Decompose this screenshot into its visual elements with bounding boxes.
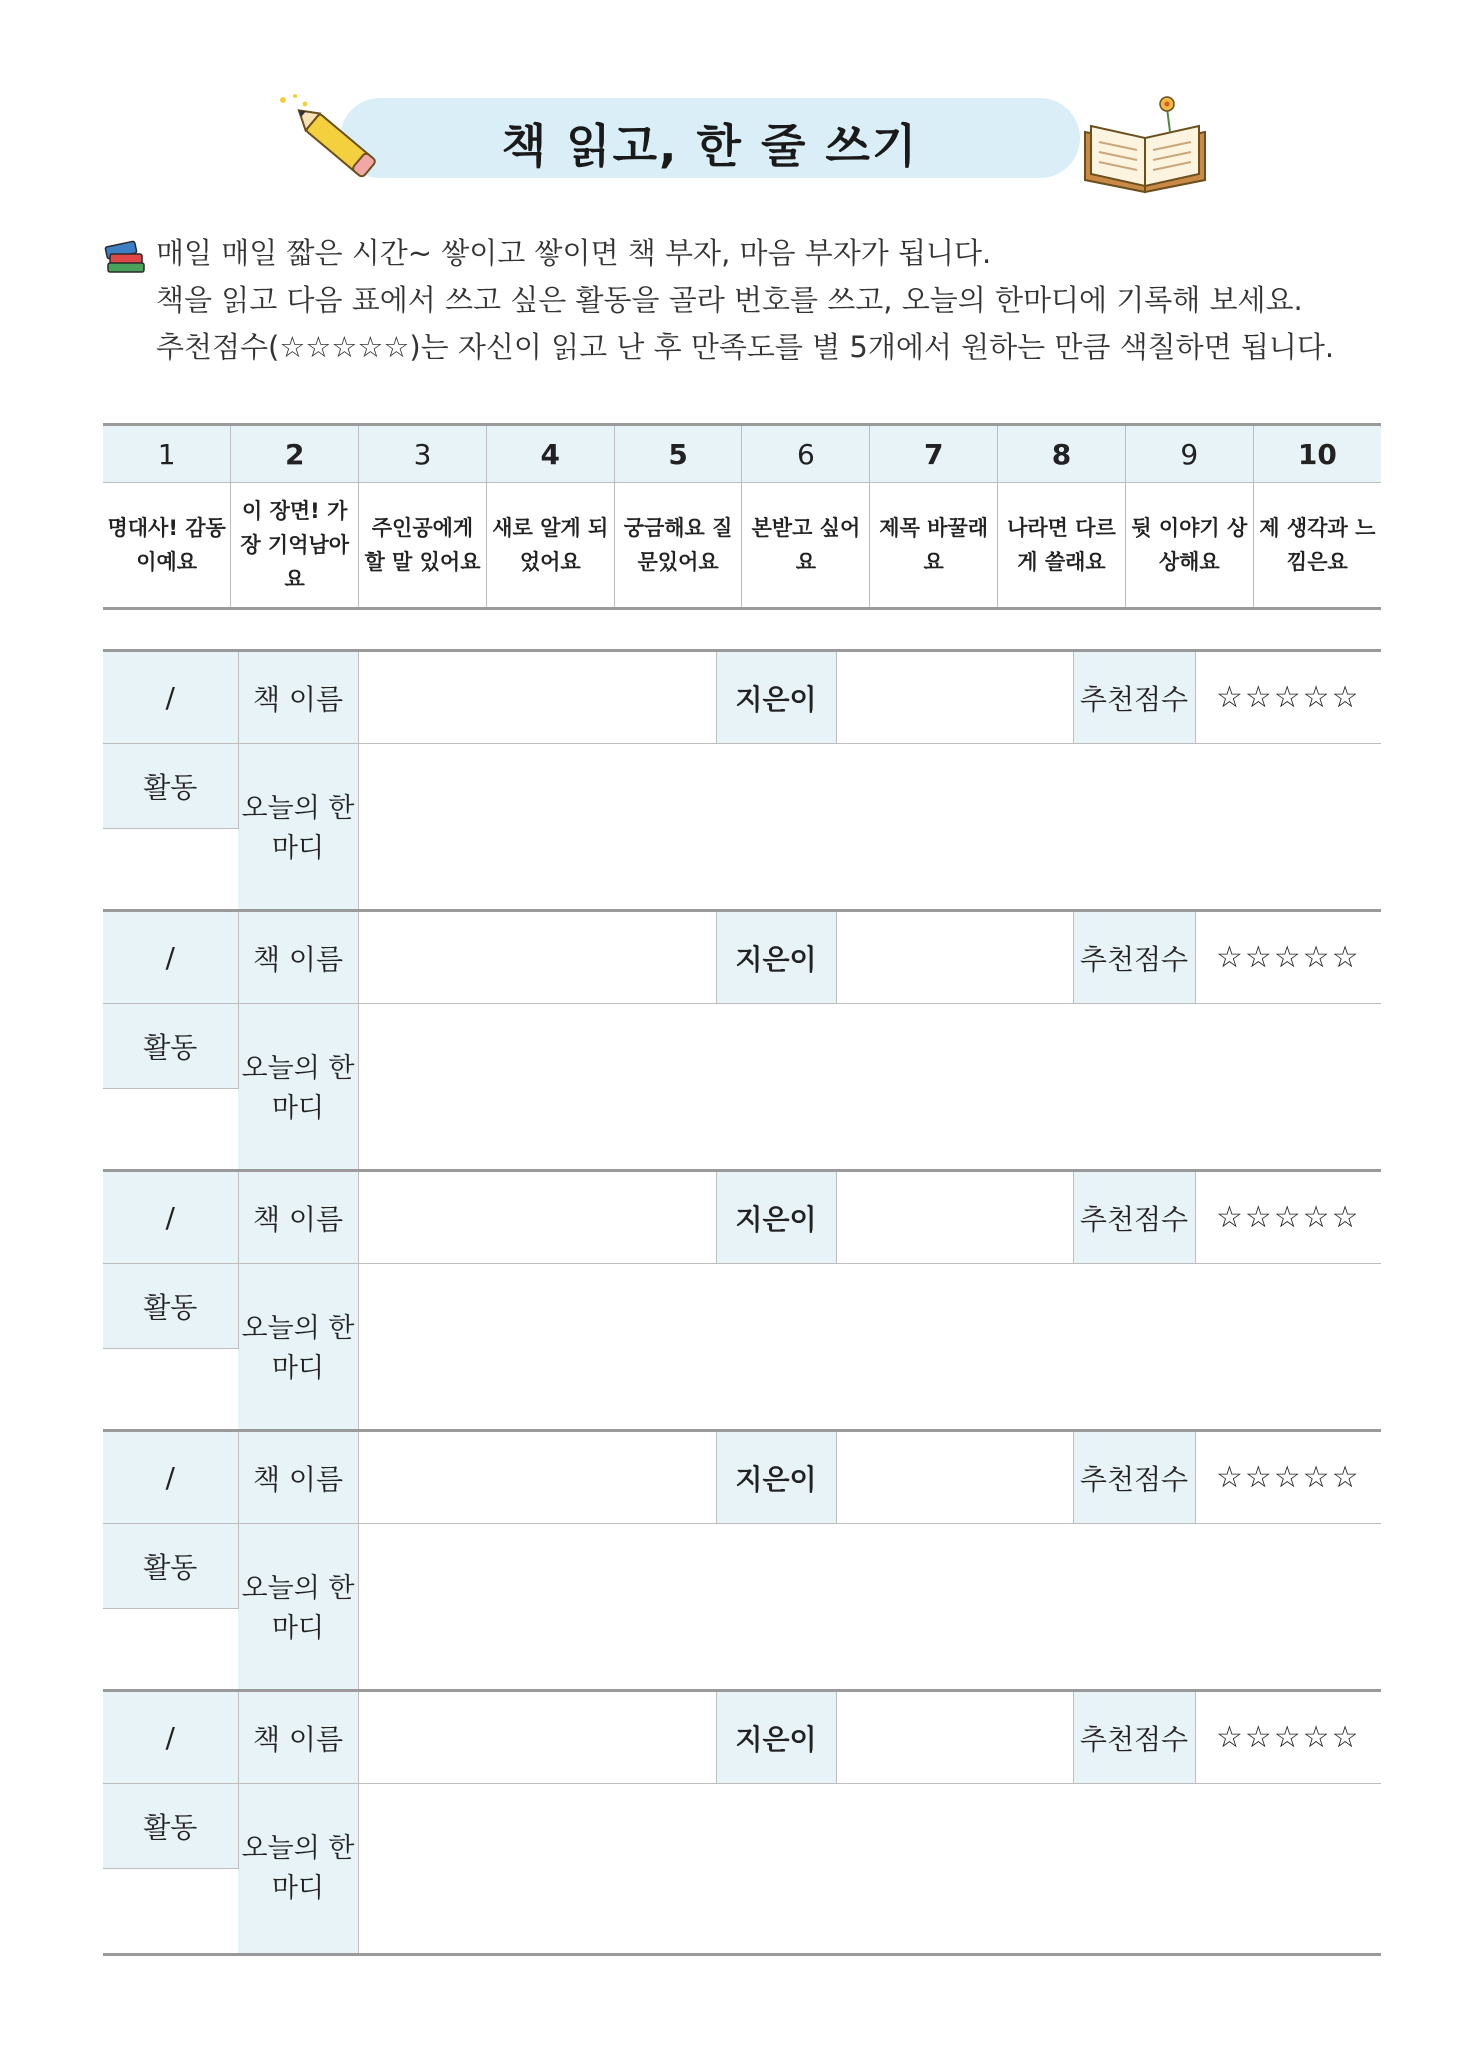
activity-number: 7: [870, 425, 998, 483]
book-name-field[interactable]: [358, 1171, 716, 1264]
author-label: 지은이: [716, 1691, 836, 1784]
reading-log-entry: [103, 1169, 1381, 1433]
activity-number-field[interactable]: [103, 1349, 238, 1434]
activity-label: 본받고 싶어요: [742, 483, 870, 609]
book-name-field[interactable]: [358, 911, 716, 1004]
author-label: 지은이: [716, 651, 836, 744]
reading-log-entry: [103, 909, 1381, 1173]
score-label: 추천점수: [1073, 1171, 1195, 1264]
author-field[interactable]: [836, 911, 1073, 1004]
book-name-field[interactable]: [358, 1431, 716, 1524]
activity-label: 활동: [103, 1524, 238, 1609]
reading-log-entry: [103, 1429, 1381, 1693]
star-rating[interactable]: ☆☆☆☆☆: [1195, 1431, 1381, 1524]
page-title: 책 읽고, 한 줄 쓰기: [501, 119, 919, 173]
book-name-label: 책 이름: [238, 1431, 358, 1524]
today-comment-label: 오늘의 한마디: [238, 1524, 358, 1694]
activity-label: 활동: [103, 1264, 238, 1349]
intro-line-3: 추천점수(☆☆☆☆☆)는 자신이 읽고 난 후 만족도를 별 5개에서 원하는 만큼 색칠하면 됩니다.: [156, 330, 1335, 364]
today-comment-field[interactable]: [358, 1784, 1381, 1955]
date-field[interactable]: /: [103, 651, 238, 744]
book-name-label: 책 이름: [238, 1171, 358, 1264]
author-field[interactable]: [836, 1171, 1073, 1264]
activity-label: 궁금해요 질문있어요: [614, 483, 742, 609]
author-field[interactable]: [836, 651, 1073, 744]
today-comment-field[interactable]: [358, 1524, 1381, 1694]
open-book-icon: [1075, 92, 1215, 202]
reading-log-entry: [103, 1689, 1381, 1956]
date-field[interactable]: /: [103, 1431, 238, 1524]
activity-number-field[interactable]: [103, 1089, 238, 1174]
activity-label: 새로 알게 되었어요: [486, 483, 614, 609]
title-banner: [270, 92, 1140, 184]
activity-number: 1: [103, 425, 231, 483]
star-rating[interactable]: ☆☆☆☆☆: [1195, 1171, 1381, 1264]
activity-label: 이 장면! 가장 기억남아요: [231, 483, 359, 609]
date-field[interactable]: /: [103, 1691, 238, 1784]
today-comment-label: 오늘의 한마디: [238, 744, 358, 914]
date-field[interactable]: /: [103, 911, 238, 1004]
activity-label: 활동: [103, 1004, 238, 1089]
author-label: 지은이: [716, 1431, 836, 1524]
activity-number-field[interactable]: [103, 1869, 238, 1955]
score-label: 추천점수: [1073, 1691, 1195, 1784]
today-comment-label: 오늘의 한마디: [238, 1264, 358, 1434]
book-name-label: 책 이름: [238, 911, 358, 1004]
today-comment-field[interactable]: [358, 1004, 1381, 1174]
activity-label: 활동: [103, 744, 238, 829]
activity-label: 뒷 이야기 상상해요: [1125, 483, 1253, 609]
activity-number: 4: [486, 425, 614, 483]
today-comment-label: 오늘의 한마디: [238, 1784, 358, 1955]
reading-log-entry: [103, 649, 1381, 913]
activity-label: 나라면 다르게 쓸래요: [998, 483, 1126, 609]
activity-label: 제목 바꿀래요: [870, 483, 998, 609]
activity-label: 주인공에게 할 말 있어요: [359, 483, 487, 609]
activity-number: 8: [998, 425, 1126, 483]
today-comment-field[interactable]: [358, 744, 1381, 914]
activity-number: 3: [359, 425, 487, 483]
book-name-field[interactable]: [358, 651, 716, 744]
today-comment-field[interactable]: [358, 1264, 1381, 1434]
score-label: 추천점수: [1073, 911, 1195, 1004]
pencil-icon: [275, 92, 395, 192]
activity-number-field[interactable]: [103, 1609, 238, 1694]
date-field[interactable]: /: [103, 1171, 238, 1264]
score-label: 추천점수: [1073, 651, 1195, 744]
activity-number-field[interactable]: [103, 829, 238, 914]
activity-number: 5: [614, 425, 742, 483]
today-comment-label: 오늘의 한마디: [238, 1004, 358, 1174]
book-name-label: 책 이름: [238, 651, 358, 744]
activity-number: 6: [742, 425, 870, 483]
author-field[interactable]: [836, 1431, 1073, 1524]
instructions: [104, 230, 1404, 371]
activity-label: 명대사! 감동이예요: [103, 483, 231, 609]
book-name-field[interactable]: [358, 1691, 716, 1784]
star-rating[interactable]: ☆☆☆☆☆: [1195, 651, 1381, 744]
activity-number: 9: [1125, 425, 1253, 483]
score-label: 추천점수: [1073, 1431, 1195, 1524]
star-rating[interactable]: ☆☆☆☆☆: [1195, 1691, 1381, 1784]
activity-number: 10: [1253, 425, 1381, 483]
author-label: 지은이: [716, 911, 836, 1004]
intro-line-2: 책을 읽고 다음 표에서 쓰고 싶은 활동을 골라 번호를 쓰고, 오늘의 한마디에 기록해 보세요.: [156, 283, 1303, 317]
activity-label: 제 생각과 느낌은요: [1259, 516, 1376, 574]
activity-table: [103, 423, 1381, 610]
books-icon: [104, 236, 150, 274]
activity-label: 활동: [103, 1784, 238, 1869]
star-rating[interactable]: ☆☆☆☆☆: [1195, 911, 1381, 1004]
intro-line-1: 매일 매일 짧은 시간~ 쌓이고 쌓이면 책 부자, 마음 부자가 됩니다.: [156, 236, 992, 270]
book-name-label: 책 이름: [238, 1691, 358, 1784]
author-label: 지은이: [716, 1171, 836, 1264]
author-field[interactable]: [836, 1691, 1073, 1784]
activity-number: 2: [231, 425, 359, 483]
